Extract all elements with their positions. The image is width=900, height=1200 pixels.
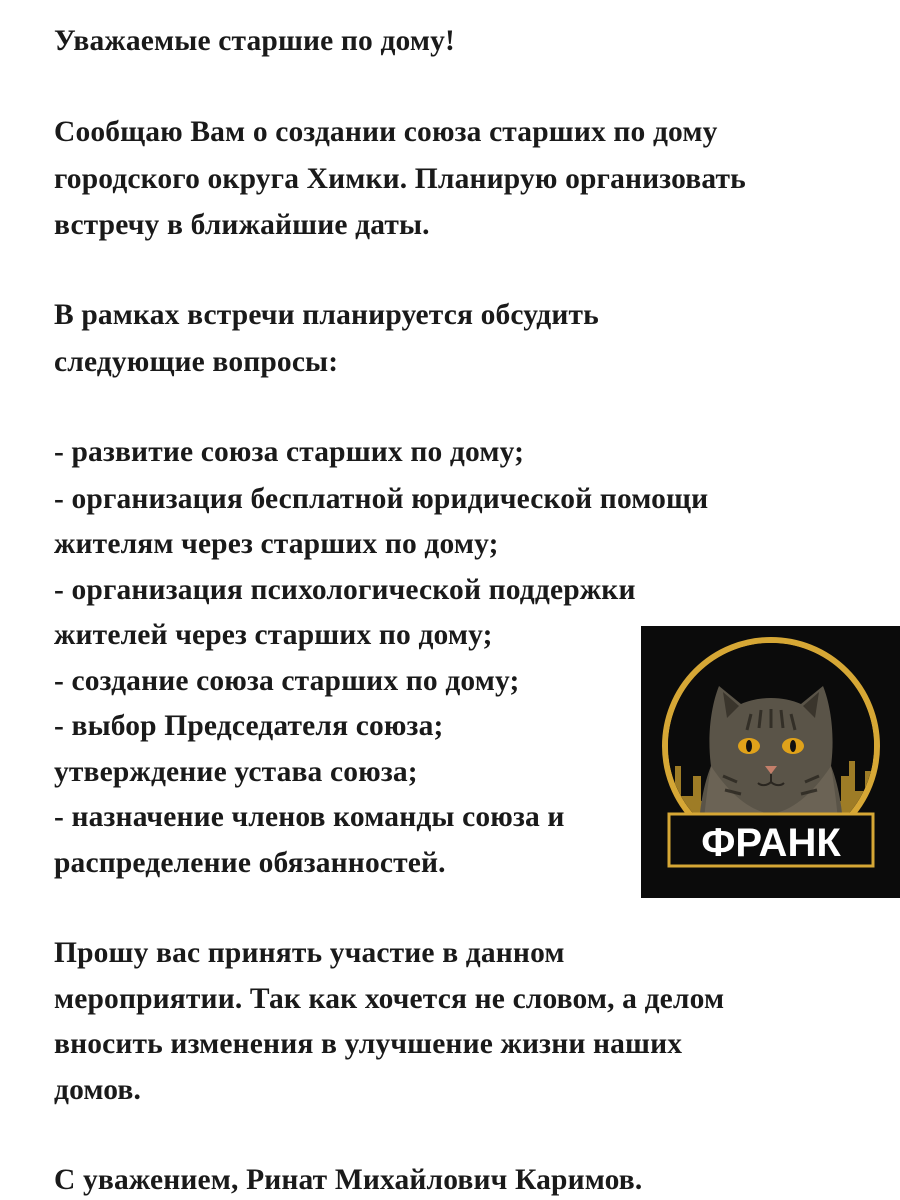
intro-line: встречу в ближайшие даты. <box>54 209 430 241</box>
intro-line: городского округа Химки. Планирую организовать <box>54 163 746 195</box>
intro-line: Сообщаю Вам о создании союза старших по дому <box>54 116 718 148</box>
request-line: Прошу вас принять участие в данном <box>54 937 565 969</box>
request-line: мероприятии. Так как хочется не словом, а делом <box>54 983 725 1015</box>
greeting: Уважаемые старшие по дому! <box>54 25 456 57</box>
agenda-item: жителей через старших по дому; <box>54 619 493 651</box>
agenda-item: жителям через старших по дому; <box>54 528 499 560</box>
agenda-item: - развитие союза старших по дому; <box>54 436 525 468</box>
signature: С уважением, Ринат Михайлович Каримов. <box>54 1164 643 1196</box>
request-line: домов. <box>54 1074 142 1106</box>
agenda-intro-line: В рамках встречи планируется обсудить <box>54 299 599 331</box>
agenda-item: - организация психологической поддержки <box>54 574 636 606</box>
agenda-item: - организация бесплатной юридической помощи <box>54 483 709 515</box>
frank-logo <box>641 626 900 898</box>
agenda-item: - выбор Председателя союза; <box>54 710 444 742</box>
agenda-item: - назначение членов команды союза и <box>54 801 565 833</box>
request-line: вносить изменения в улучшение жизни наших <box>54 1028 683 1060</box>
agenda-item: утверждение устава союза; <box>54 756 418 788</box>
logo-graphic <box>641 626 900 898</box>
logo-text: ФРАНК <box>701 821 841 865</box>
agenda-intro-line: следующие вопросы: <box>54 346 339 378</box>
agenda-item: распределение обязанностей. <box>54 847 446 879</box>
agenda-item: - создание союза старших по дому; <box>54 665 520 697</box>
